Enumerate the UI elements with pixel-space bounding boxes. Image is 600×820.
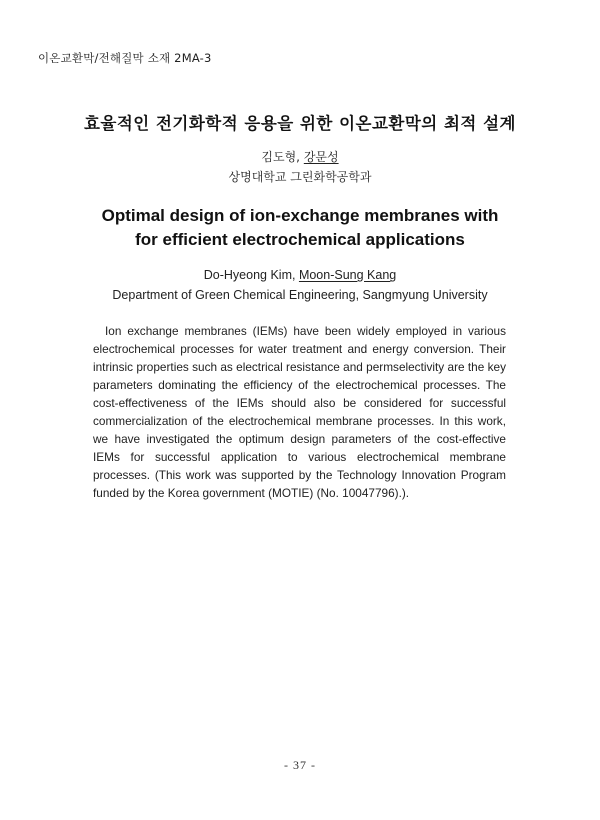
english-affiliation: Department of Green Chemical Engineering, Sangmyung University bbox=[112, 288, 488, 302]
korean-author-1: 김도형, bbox=[261, 150, 304, 164]
english-authors bbox=[0, 268, 600, 282]
korean-author-2-presenter: 강문성 bbox=[303, 150, 339, 164]
korean-affiliation: 상명대학교 그린화학공학과 bbox=[228, 170, 372, 184]
korean-authors bbox=[0, 148, 600, 165]
english-title-line-2: for efficient electrochemical applications bbox=[135, 230, 465, 249]
english-title bbox=[0, 204, 600, 252]
english-title-line-1: Optimal design of ion-exchange membranes with bbox=[101, 206, 499, 225]
english-author-1: Do-Hyeong Kim, bbox=[203, 268, 299, 282]
english-author-2-presenter: Moon-Sung Kang bbox=[298, 268, 397, 282]
session-tag: 이온교환막/전해질막 소재 2MA-3 bbox=[38, 51, 212, 65]
abstract-body: Ion exchange membranes (IEMs) have been widely employed in various electrochemical processes for water treatment and energy conversion. Their intrinsic properties such as electrical resistance and permselectivity are the key parameters dominating the efficiency of the electrochemical processes. The cost-effectiveness of the IEMs should also be considered for successful commercialization of the electrochemical membrane processes. In this work, we have investigated the optimum design parameters of the cost-effective IEMs for successful application to various electrochemical membrane processes. (This work was supported by the Technology Innovation Program funded by the Korea government (MOTIE) (No. 10047796).). bbox=[93, 324, 506, 500]
page-number: - 37 - bbox=[284, 758, 316, 772]
korean-title: 효율적인 전기화학적 응용을 위한 이온교환막의 최적 설계 bbox=[83, 114, 516, 133]
